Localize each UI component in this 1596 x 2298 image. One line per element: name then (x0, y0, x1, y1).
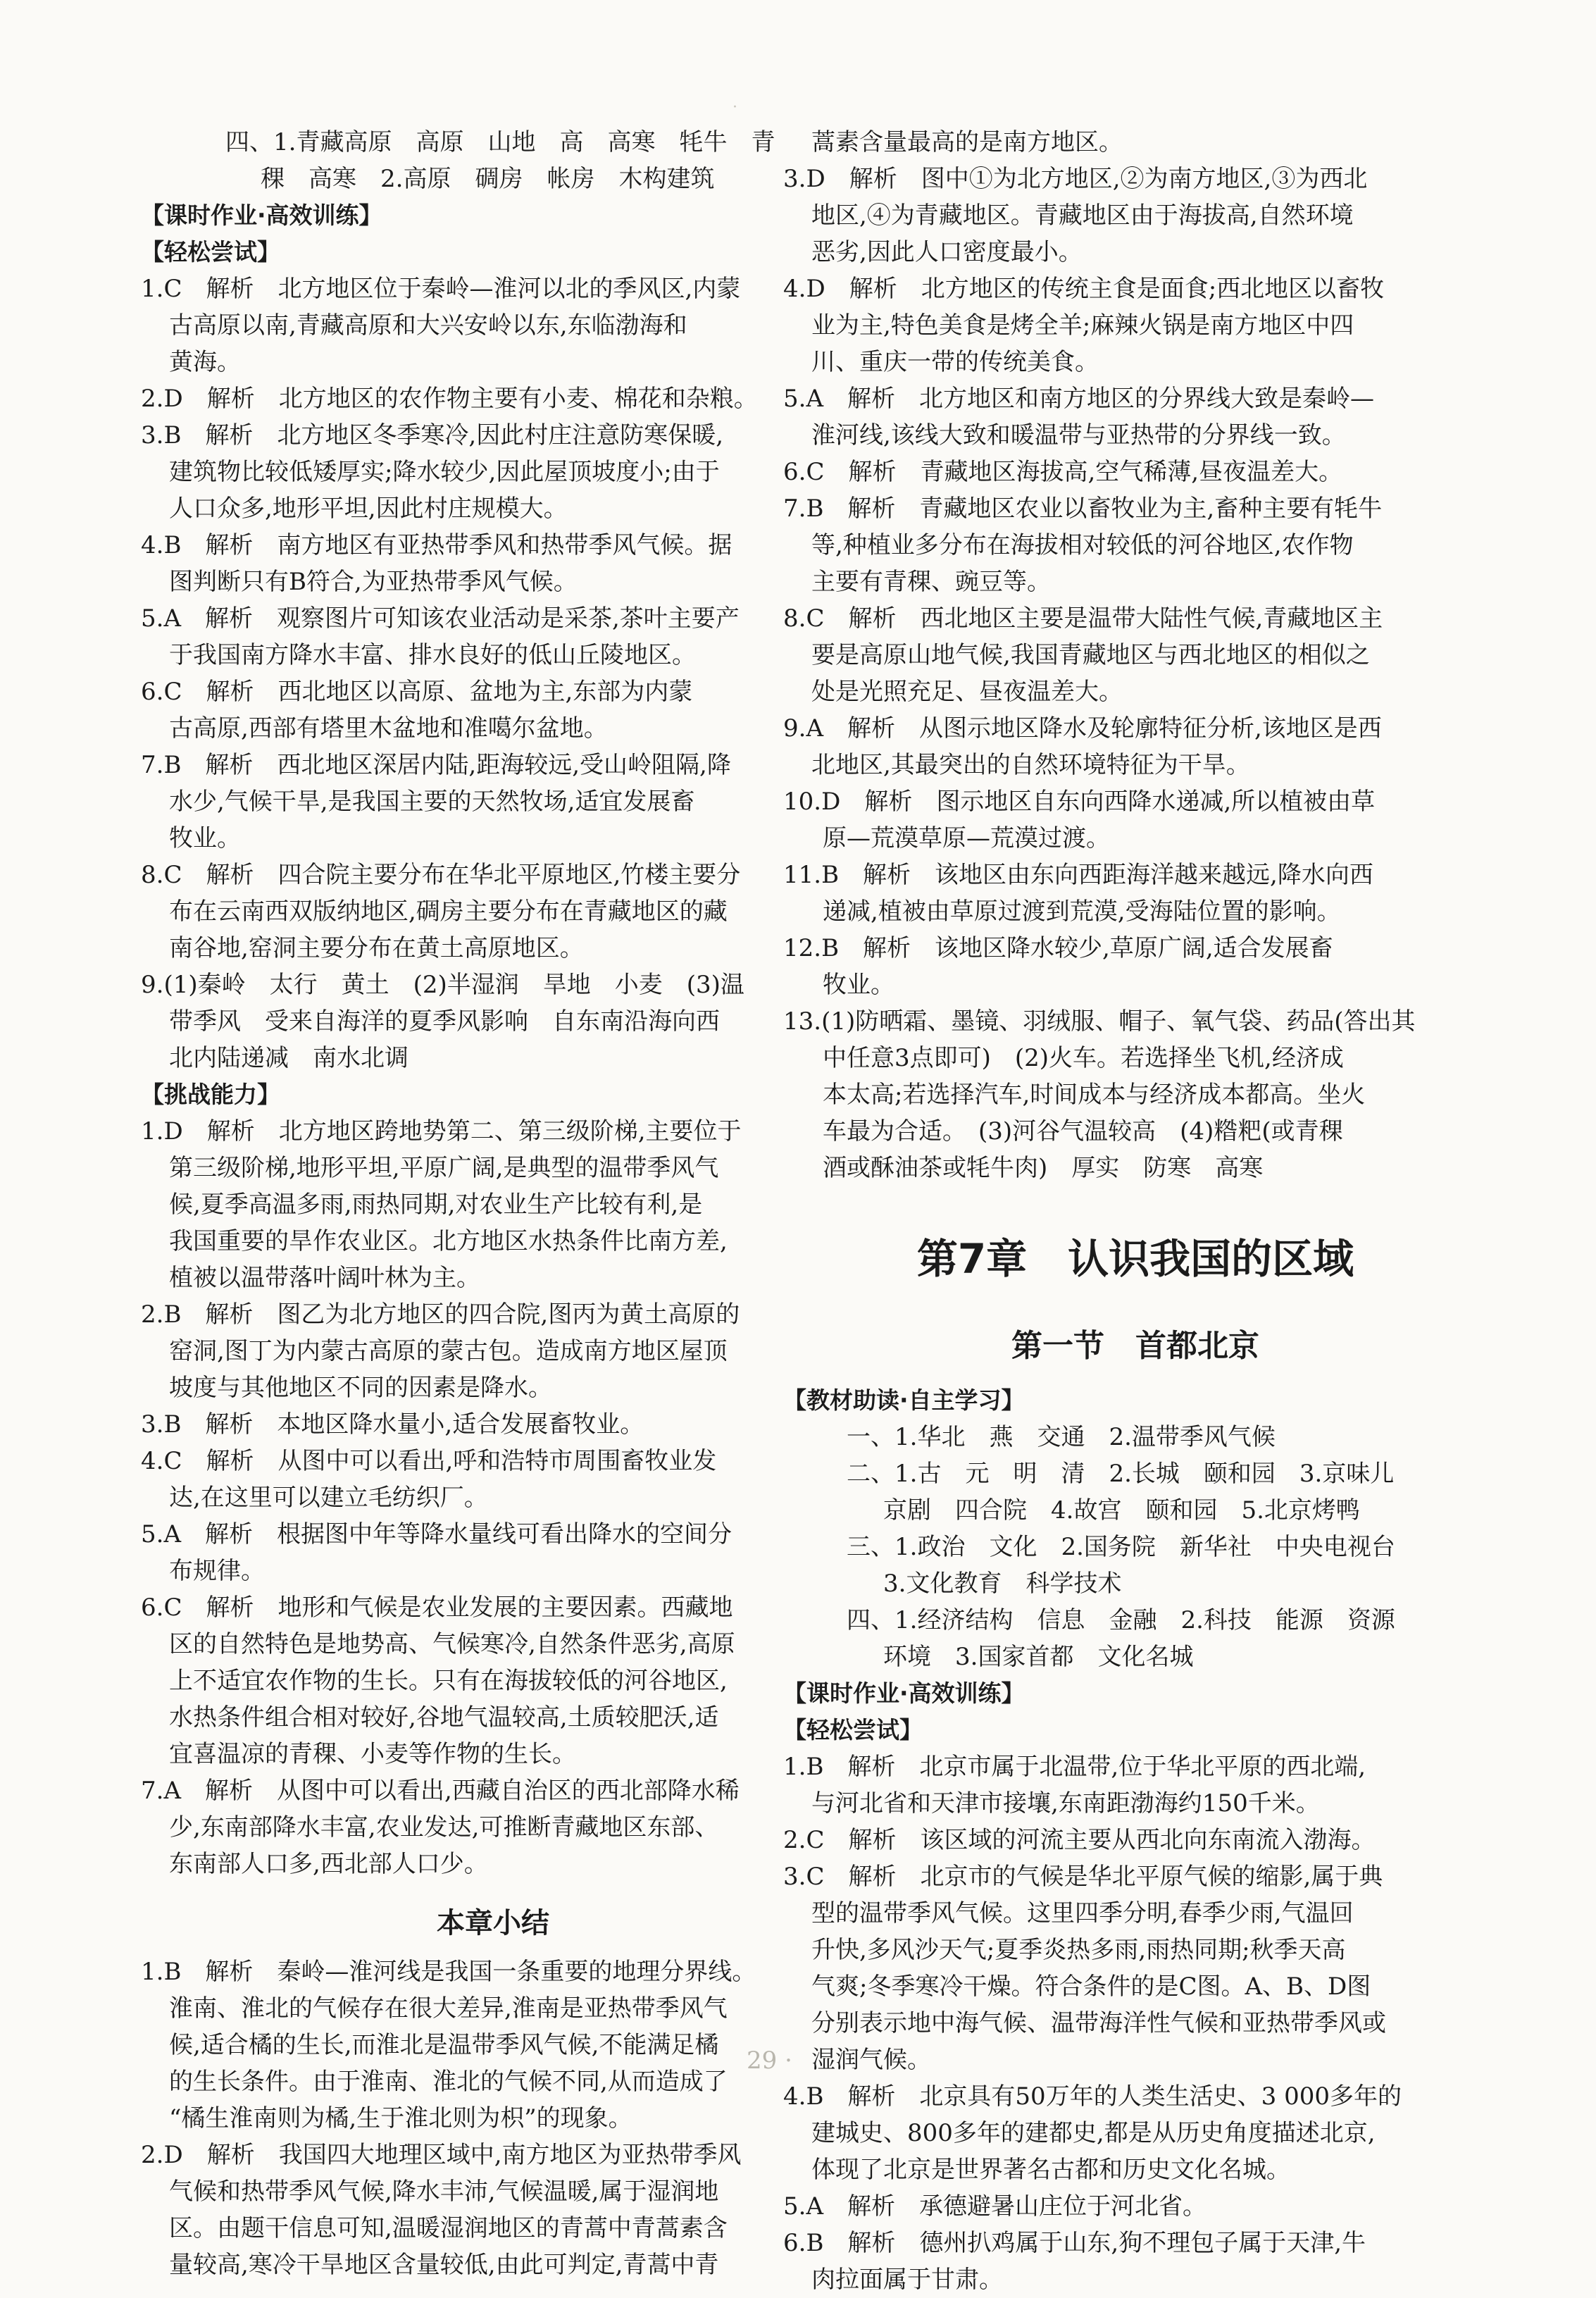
text-line: 1.C 解析 北方地区位于秦岭—淮河以北的季风区,内蒙 (141, 275, 741, 303)
text-line: 6.B 解析 德州扒鸡属于山东,狗不理包子属于天津,牛 (783, 2229, 1366, 2257)
text-line: 11.B 解析 该地区由东向西距海洋越来越远,降水向西 (783, 861, 1373, 889)
text-line: 区的自然特色是地势高、气候寒冷,自然条件恶劣,高原 (169, 1630, 735, 1658)
text-line: 7.B 解析 西北地区深居内陆,距海较远,受山岭阻隔,降 (141, 751, 731, 779)
text-line: 4.B 解析 北京具有50万年的人类生活史、3 000多年的 (783, 2082, 1402, 2111)
text-line: 的生长条件。由于淮南、淮北的气候不同,从而造成了 (169, 2068, 728, 2096)
text-line: 本太高;若选择汽车,时间成本与经济成本都高。坐火 (823, 1081, 1366, 1109)
text-line: 建城史、800多年的建都史,都是从历史角度描述北京, (811, 2119, 1376, 2147)
text-line: 3.C 解析 北京市的气候是华北平原气候的缩影,属于典 (783, 1863, 1383, 1891)
left-column (141, 124, 845, 2283)
right-answers-continued (783, 124, 1488, 1186)
text-line: 牧业。 (823, 971, 894, 999)
text-line: 1.B 解析 秦岭—淮河线是我国一条重要的地理分界线。 (141, 1958, 756, 1986)
text-line: 水热条件组合相对较好,谷地气温较高,土质较肥沃,适 (169, 1703, 719, 1732)
text-line: 古高原以南,青藏高原和大兴安岭以东,东临渤海和 (169, 311, 687, 340)
section-heading: 【教材助读·自主学习】 (783, 1386, 1025, 1414)
right-column (783, 124, 1488, 2298)
text-line: 6.C 解析 西北地区以高原、盆地为主,东部为内蒙 (141, 678, 693, 706)
section-heading: 【挑战能力】 (141, 1081, 280, 1108)
text-line: 12.B 解析 该地区降水较少,草原广阔,适合发展畜 (783, 934, 1333, 962)
text-line: 北地区,其最突出的自然环境特征为干旱。 (811, 751, 1250, 779)
text-line: 恶劣,因此人口密度最小。 (811, 238, 1083, 266)
text-line: 处是光照充足、昼夜温差大。 (811, 678, 1123, 706)
text-line: 2.C 解析 该区域的河流主要从西北向东南流入渤海。 (783, 1826, 1376, 1854)
text-line: 黄海。 (169, 348, 241, 376)
registration-mark: · (732, 99, 737, 116)
section-answers (783, 1382, 1488, 2298)
text-line: 要是高原山地气候,我国青藏地区与西北地区的相似之 (811, 641, 1370, 669)
text-line: 7.A 解析 从图中可以看出,西藏自治区的西北部降水稀 (141, 1777, 740, 1805)
text-line: 北内陆递减 南水北调 (169, 1044, 409, 1072)
text-line: 二、1.古 元 明 清 2.长城 颐和园 3.京味儿 (847, 1460, 1395, 1488)
text-line: 牧业。 (169, 824, 241, 852)
chapter-summary-title: 本章小结 (437, 1907, 549, 1939)
text-line: 5.A 解析 观察图片可知该农业活动是采茶,茶叶主要产 (141, 604, 740, 633)
text-line: 宜喜温凉的青稞、小麦等作物的生长。 (169, 1740, 576, 1768)
chapter-title: 第7章 认识我国的区域 (916, 1235, 1354, 1283)
text-line: 9.(1)秦岭 太行 黄土 (2)半湿润 旱地 小麦 (3)温 (141, 971, 744, 999)
text-line: 古高原,西部有塔里木盆地和准噶尔盆地。 (169, 714, 608, 743)
text-line: 三、1.政治 文化 2.国务院 新华社 中央电视台 (847, 1533, 1395, 1561)
text-line: 10.D 解析 图示地区自东向西降水递减,所以植被由草 (783, 788, 1376, 816)
text-line: 候,夏季高温多雨,雨热同期,对农业生产比较有利,是 (169, 1191, 703, 1219)
text-line: 带季风 受来自海洋的夏季风影响 自东南沿海向西 (169, 1007, 720, 1036)
text-line: 1.D 解析 北方地区跨地势第二、第三级阶梯,主要位于 (141, 1117, 742, 1145)
text-line: 区。由题干信息可知,温暖湿润地区的青蒿中青蒿素含 (169, 2214, 728, 2242)
text-line: 淮南、淮北的气候存在很大差异,淮南是亚热带季风气 (169, 1994, 728, 2023)
text-line: 四、1.经济结构 信息 金融 2.科技 能源 资源 (847, 1606, 1395, 1634)
text-line: 湿润气候。 (811, 2046, 931, 2074)
text-line: 分别表示地中海气候、温带海洋性气候和亚热带季风或 (811, 2009, 1386, 2037)
text-line: 量较高,寒冷干旱地区含量较低,由此可判定,青蒿中青 (169, 2251, 719, 2279)
text-line: 3.B 解析 北方地区冬季寒冷,因此村庄注意防寒保暖, (141, 421, 724, 449)
text-line: 四、1.青藏高原 高原 山地 高 高寒 牦牛 青 (225, 128, 775, 156)
text-line: 3.D 解析 图中①为北方地区,②为南方地区,③为西北 (783, 165, 1368, 193)
text-line: 酒或酥油茶或牦牛肉) 厚实 防寒 高寒 (823, 1154, 1264, 1182)
section-heading: 【轻松尝试】 (783, 1716, 923, 1744)
text-line: 地区,④为青藏地区。青藏地区由于海拔高,自然环境 (811, 201, 1354, 230)
text-line: 气候和热带季风气候,降水丰沛,气候温暖,属于湿润地 (169, 2178, 719, 2206)
text-line: 肉拉面属于甘肃。 (811, 2266, 1003, 2294)
text-line: 图判断只有B符合,为亚热带季风气候。 (169, 568, 578, 596)
text-line: 川、重庆一带的传统美食。 (811, 348, 1099, 376)
text-line: 布在云南西双版纳地区,碉房主要分布在青藏地区的藏 (169, 898, 728, 926)
text-line: 6.C 解析 地形和气候是农业发展的主要因素。西藏地 (141, 1594, 733, 1622)
text-line: 主要有青稞、豌豆等。 (811, 568, 1051, 596)
text-line: 5.A 解析 根据图中年等降水量线可看出降水的空间分 (141, 1520, 732, 1548)
page-number: 29 · (747, 2047, 792, 2075)
text-line: 8.C 解析 西北地区主要是温带大陆性气候,青藏地区主 (783, 604, 1383, 633)
section-heading: 【轻松尝试】 (141, 238, 280, 266)
text-line: 南谷地,窑洞主要分布在黄土高原地区。 (169, 934, 584, 962)
summary-answers (141, 1954, 845, 2283)
text-line: 体现了北京是世界著名古都和历史文化名城。 (811, 2156, 1290, 2184)
text-line: 8.C 解析 四合院主要分布在华北平原地区,竹楼主要分 (141, 861, 741, 889)
text-line: 上不适宜农作物的生长。只有在海拔较低的河谷地区, (169, 1667, 728, 1695)
section-title: 第一节 首都北京 (1011, 1328, 1259, 1364)
text-line: 5.A 解析 北方地区和南方地区的分界线大致是秦岭— (783, 385, 1374, 413)
text-line: 稞 高寒 2.高原 碉房 帐房 木构建筑 (261, 165, 715, 193)
text-line: 9.A 解析 从图示地区降水及轮廓特征分析,该地区是西 (783, 714, 1382, 743)
text-line: 达,在这里可以建立毛纺织厂。 (169, 1484, 488, 1512)
text-line: “橘生淮南则为橘,生于淮北则为枳”的现象。 (169, 2104, 632, 2132)
text-line: 4.C 解析 从图中可以看出,呼和浩特市周围畜牧业发 (141, 1447, 717, 1475)
text-line: 原—荒漠草原—荒漠过渡。 (823, 824, 1110, 852)
text-line: 6.C 解析 青藏地区海拔高,空气稀薄,昼夜温差大。 (783, 458, 1343, 486)
section-heading: 【课时作业·高效训练】 (141, 201, 382, 229)
text-line: 建筑物比较低矮厚实;降水较少,因此屋顶坡度小;由于 (169, 458, 720, 486)
text-line: 7.B 解析 青藏地区农业以畜牧业为主,畜种主要有牦牛 (783, 495, 1383, 523)
text-line: 升快,多风沙天气;夏季炎热多雨,雨热同期;秋季天高 (811, 1936, 1346, 1964)
text-line: 递减,植被由草原过渡到荒漠,受海陆位置的影响。 (823, 898, 1341, 926)
text-line: 13.(1)防晒霜、墨镜、羽绒服、帽子、氧气袋、药品(答出其 (783, 1007, 1416, 1036)
text-line: 4.B 解析 南方地区有亚热带季风和热带季风气候。据 (141, 531, 732, 559)
text-line: 2.D 解析 北方地区的农作物主要有小麦、棉花和杂粮。 (141, 385, 758, 413)
text-line: 3.文化教育 科学技术 (883, 1570, 1122, 1598)
section-heading: 【课时作业·高效训练】 (783, 1679, 1025, 1707)
text-line: 型的温带季风气候。这里四季分明,春季少雨,气温回 (811, 1899, 1354, 1927)
text-line: 一、1.华北 燕 交通 2.温带季风气候 (847, 1423, 1276, 1451)
text-line: 植被以温带落叶阔叶林为主。 (169, 1264, 480, 1292)
text-line: 我国重要的旱作农业区。北方地区水热条件比南方差, (169, 1227, 728, 1255)
text-line: 3.B 解析 本地区降水量小,适合发展畜牧业。 (141, 1410, 644, 1439)
text-line: 于我国南方降水丰富、排水良好的低山丘陵地区。 (169, 641, 696, 669)
text-line: 5.A 解析 承德避暑山庄位于河北省。 (783, 2192, 1207, 2221)
text-line: 第三级阶梯,地形平坦,平原广阔,是典型的温带季风气 (169, 1154, 719, 1182)
text-line: 4.D 解析 北方地区的传统主食是面食;西北地区以畜牧 (783, 275, 1385, 303)
text-line: 与河北省和天津市接壤,东南距渤海约150千米。 (811, 1789, 1320, 1818)
text-line: 布规律。 (169, 1557, 265, 1585)
text-line: 东南部人口多,西北部人口少。 (169, 1850, 488, 1878)
left-answers (141, 124, 845, 1882)
text-line: 环境 3.国家首都 文化名城 (883, 1643, 1194, 1671)
text-line: 水少,气候干旱,是我国主要的天然牧场,适宜发展畜 (169, 788, 695, 816)
text-line: 中任意3点即可) (2)火车。若选择坐飞机,经济成 (823, 1044, 1344, 1072)
text-line: 淮河线,该线大致和暖温带与亚热带的分界线一致。 (811, 421, 1346, 449)
text-line: 等,种植业多分布在海拔相对较低的河谷地区,农作物 (811, 531, 1354, 559)
text-line: 少,东南部降水丰富,农业发达,可推断青藏地区东部、 (169, 1813, 719, 1841)
text-line: 车最为合适。 (3)河谷气温较高 (4)糌粑(或青稞 (823, 1117, 1343, 1145)
text-line: 气爽;冬季寒冷干燥。符合条件的是C图。A、B、D图 (811, 1973, 1371, 2001)
text-line: 业为主,特色美食是烤全羊;麻辣火锅是南方地区中四 (811, 311, 1354, 340)
text-line: 1.B 解析 北京市属于北温带,位于华北平原的西北端, (783, 1753, 1366, 1781)
text-line: 坡度与其他地区不同的因素是降水。 (169, 1374, 552, 1402)
text-line: 窑洞,图丁为内蒙古高原的蒙古包。造成南方地区屋顶 (169, 1337, 728, 1365)
text-line: 候,适合橘的生长,而淮北是温带季风气候,不能满足橘 (169, 2031, 719, 2059)
text-line: 人口众多,地形平坦,因此村庄规模大。 (169, 495, 568, 523)
text-line: 2.B 解析 图乙为北方地区的四合院,图丙为黄土高原的 (141, 1300, 740, 1329)
text-line: 京剧 四合院 4.故宫 颐和园 5.北京烤鸭 (883, 1496, 1360, 1524)
text-line: 2.D 解析 我国四大地理区域中,南方地区为亚热带季风 (141, 2141, 742, 2169)
text-line: 蒿素含量最高的是南方地区。 (811, 128, 1123, 156)
